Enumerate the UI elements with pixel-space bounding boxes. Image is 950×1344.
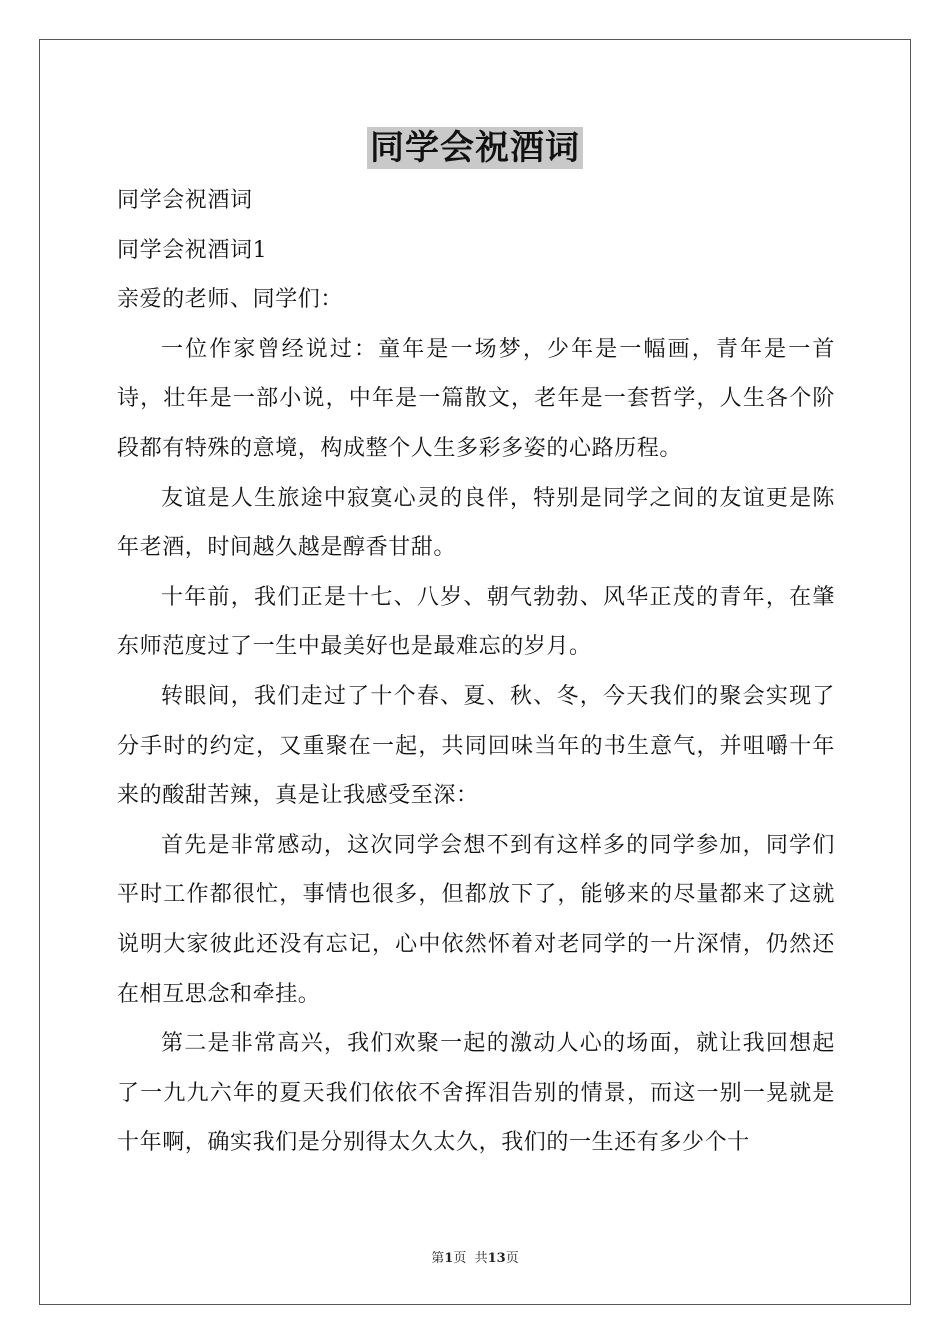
footer-mid: 页 共 — [453, 1251, 488, 1266]
title-container — [0, 127, 950, 169]
paragraph: 第二是非常高兴，我们欢聚一起的激动人心的场面，就让我回想起了一九九六年的夏天我们依依不舍挥泪告别的情景，而这一别一晃就是十年啊，确实我们是分别得太久太久，我们的一生还有多少个十 — [117, 1031, 835, 1156]
document-body — [117, 176, 835, 1168]
subtitle-line: 同学会祝酒词 — [117, 188, 253, 213]
section-heading: 同学会祝酒词1 — [117, 237, 268, 263]
page-footer — [0, 1247, 950, 1266]
paragraph: 首先是非常感动，这次同学会想不到有这样多的同学参加，同学们平时工作都很忙，事情也很多，但都放下了，能够来的尽量都来了这就说明大家彼此还没有忘记，心中依然怀着对老同学的一片深情，仍然还在相互思念和牵挂。 — [117, 832, 835, 1007]
paragraph: 十年前，我们正是十七、八岁、朝气勃勃、风华正茂的青年，在肇东师范度过了一生中最美好也是最难忘的岁月。 — [117, 584, 835, 660]
document-title: 同学会祝酒词 — [367, 127, 583, 169]
salutation: 亲爱的老师、同学们： — [117, 287, 344, 313]
footer-page-total: 13 — [487, 1251, 506, 1266]
footer-prefix: 第 — [431, 1251, 445, 1266]
paragraph: 转眼间，我们走过了十个春、夏、秋、冬，今天我们的聚会实现了分手时的约定，又重聚在一起，共同回味当年的书生意气，并咀嚼十年来的酸甜苦辣，真是让我感受至深： — [117, 683, 835, 809]
footer-suffix: 页 — [505, 1251, 519, 1266]
footer-page-current: 1 — [444, 1251, 454, 1266]
paragraph: 一位作家曾经说过：童年是一场梦，少年是一幅画，青年是一首诗，壮年是一部小说，中年是一篇散文，老年是一套哲学，人生各个阶段都有特殊的意境，构成整个人生多彩多姿的心路历程。 — [117, 336, 835, 461]
paragraph: 友谊是人生旅途中寂寞心灵的良伴，特别是同学之间的友谊更是陈年老酒，时间越久越是醇香甘甜。 — [117, 485, 835, 561]
